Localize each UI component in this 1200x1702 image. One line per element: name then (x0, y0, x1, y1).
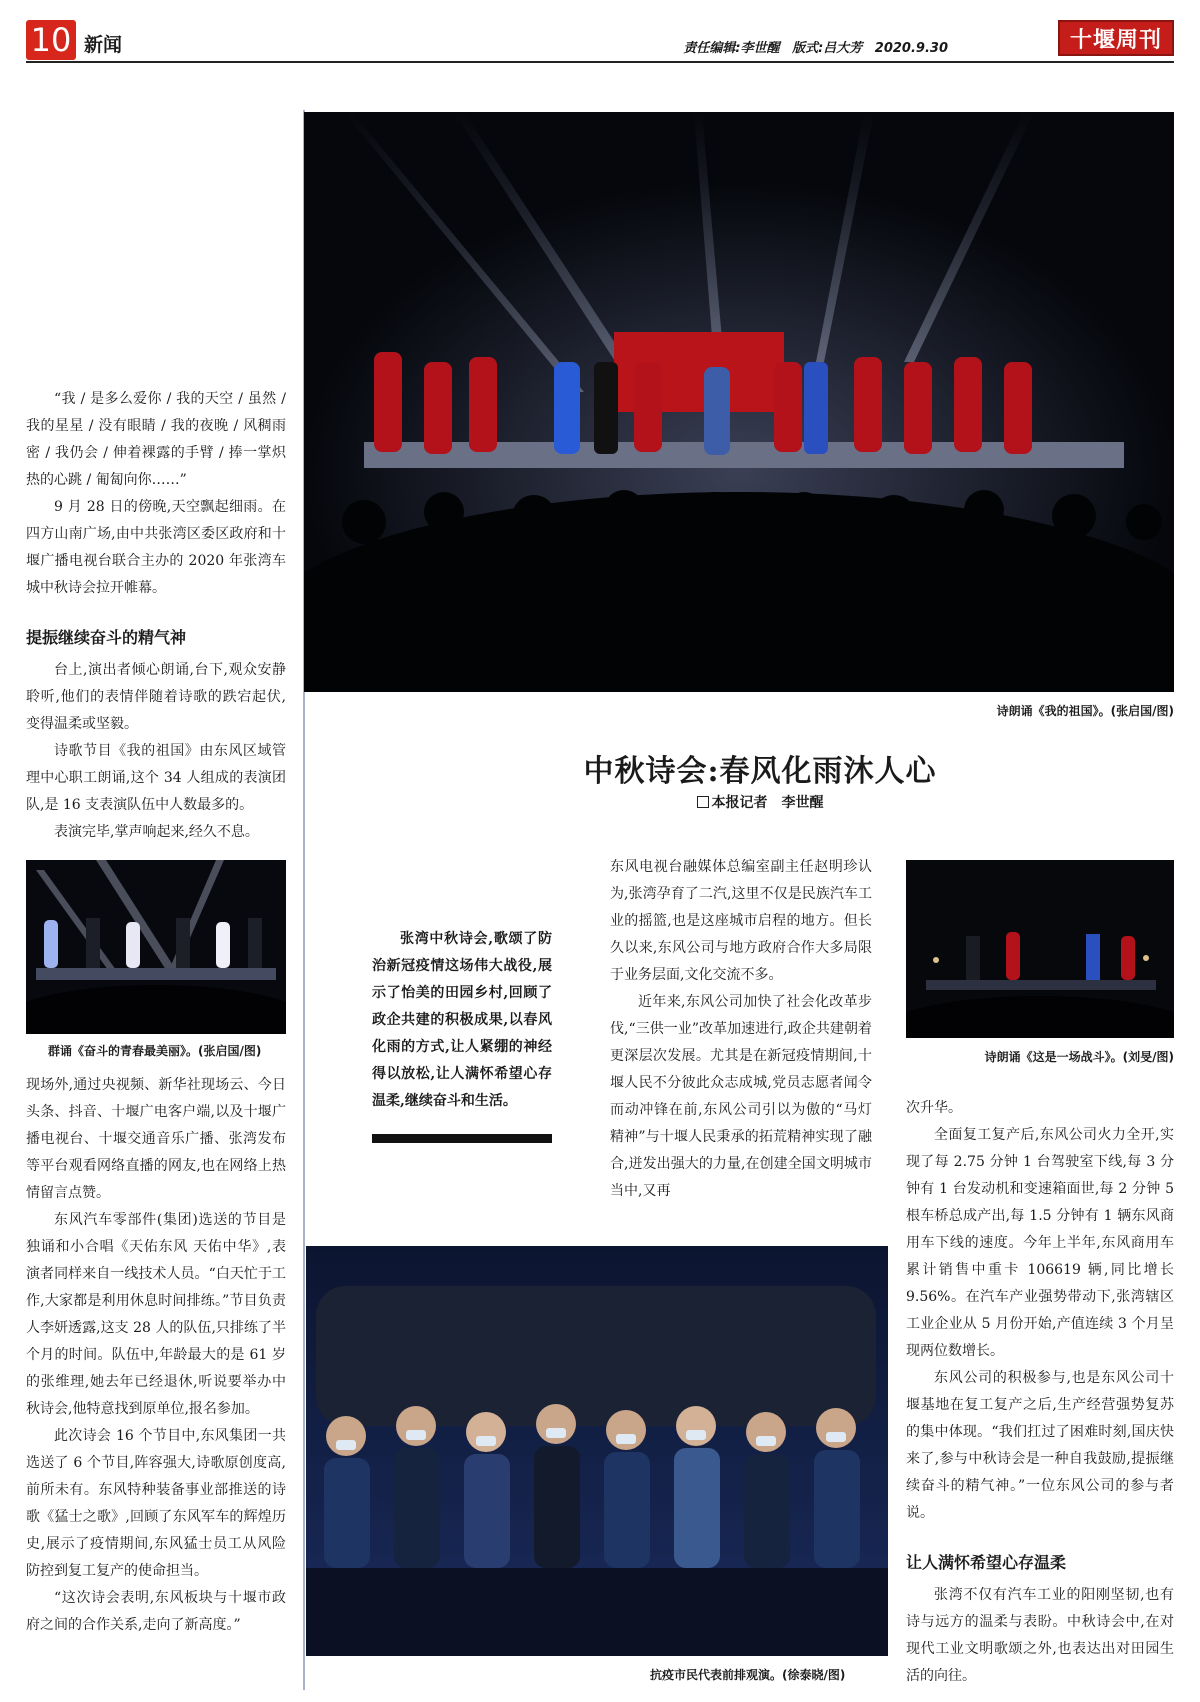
paragraph: 全面复工复产后,东风公司火力全开,实现了每 2.75 分钟 1 台驾驶室下线,每 3 分钟有 1 台发动机和变速箱面世,每 2 分钟 5 根车桥总成产出,每 1.5 分钟有 1 辆东风商用车下线的速度。今年上半年,东风商用车累计销售中重卡 106619 辆,同比增长 9.56%。在汽车产业强势带动下,张湾辖区工业企业从 5 月份开始,产值连续 3 个月呈现两位数增长。 (906, 1127, 1174, 1359)
left-photo-caption: 群诵《奋斗的青春最美丽》。(张启国/图) (48, 1044, 262, 1058)
pull-quote (372, 926, 552, 1115)
right-column (906, 1095, 1174, 1690)
intro-quote: “我 / 是多么爱你 / 我的天空 / 虽然 / 我的星星 / 没有眼睛 / 我的夜晚 / 风稠雨密 / 我仍会 / 伸着裸露的手臂 / 捧一掌炽热的心跳 / 匍匐向你……” (26, 391, 286, 488)
middle-column (610, 854, 872, 1205)
byline-box-icon (697, 796, 709, 808)
paragraph: 张湾不仅有汽车工业的阳刚坚韧,也有诗与远方的温柔与表盼。中秋诗会中,在对现代工业文明歌颂之外,也表达出对田园生活的向往。 (906, 1587, 1174, 1684)
left-column-top (26, 386, 286, 846)
paragraph: 近年来,东风公司加快了社会化改革步伐,“三供一业”改革加速进行,政企共建朝着更深层次发展。尤其是在新冠疫情期间,十堰人民不分彼此众志成城,党员志愿者闻令而动冲锋在前,东风公司引以为傲的“马灯精神”与十堰人民秉承的拓荒精神实现了融合,迸发出强大的力量,在创建全国文明城市当中,又再 (610, 994, 872, 1199)
bottom-photo-caption: 抗疫市民代表前排观演。(徐泰晓/图) (650, 1668, 846, 1682)
left-photo (26, 860, 286, 1034)
page-number: 10 (26, 20, 76, 60)
layout-name: 版式:吕大芳 (792, 41, 863, 56)
paragraph: 此次诗会 16 个节目中,东风集团一共选送了 6 个节目,阵容强大,诗歌原创度高,前所未有。东风特种装备事业部推送的诗歌《猛士之歌》,回顾了东风军车的辉煌历史,展示了疫情期间,东风猛士员工从风险防控到复工复产的使命担当。 (26, 1428, 286, 1579)
right-photo (906, 860, 1174, 1038)
byline-name: 李世醒 (781, 795, 824, 811)
header-rule (26, 61, 1174, 63)
paragraph: 东风公司的积极参与,也是东风公司十堰基地在复工复产之后,生产经营强势复苏的集中体现。“我们扛过了困难时刻,国庆快来了,参与中秋诗会是一种自我鼓励,提振继续奋斗的精气神。”一位东风公司的参与者说。 (906, 1370, 1174, 1521)
editor-name: 责任编辑:李世醒 (683, 41, 780, 56)
pull-quote-text: 张湾中秋诗会,歌颂了防治新冠疫情这场伟大战役,展示了怡美的田园乡村,回顾了政企共建的积极成果,以春风化雨的方式,让人紧绷的神经得以放松,让人满怀希望心存温柔,继续奋斗和生活。 (372, 931, 552, 1109)
subhead: 提振继续奋斗的精气神 (26, 628, 187, 647)
paragraph: “这次诗会表明,东风板块与十堰市政府之间的合作关系,走向了新高度。” (26, 1590, 286, 1633)
main-photo (304, 112, 1174, 692)
pull-quote-bar (372, 1134, 552, 1143)
paragraph: 现场外,通过央视频、新华社现场云、今日头条、抖音、十堰广电客户端,以及十堰广播电视台、十堰交通音乐广播、张湾发布等平台观看网络直播的网友,也在网络上热情留言点赞。 (26, 1077, 286, 1201)
main-photo-caption: 诗朗诵《我的祖国》。(张启国/图) (996, 704, 1174, 718)
article-title: 中秋诗会:春风化雨沐人心 (583, 754, 937, 789)
editor-credits (675, 37, 948, 56)
byline-label: 本报记者 (711, 795, 768, 811)
section-name: 新闻 (84, 34, 123, 56)
byline (560, 792, 960, 812)
right-photo-caption: 诗朗诵《这是一场战斗》。(刘旻/图) (984, 1050, 1174, 1064)
paragraph: 东风电视台融媒体总编室副主任赵明珍认为,张湾孕育了二汽,这里不仅是民族汽车工业的摇篮,也是这座城市启程的地方。但长久以来,东风公司与地方政府合作大多局限于业务层面,文化交流不多。 (610, 859, 872, 983)
issue-date: 2020.9.30 (874, 41, 948, 56)
paragraph: 东风汽车零部件(集团)选送的节目是独诵和小合唱《天佑东风 天佑中华》,表演者同样来自一线技术人员。“白天忙于工作,大家都是利用休息时间排练。”节目负责人李妍透露,这支 28 人的队伍,只排练了半个月的时间。队伍中,年龄最大的是 61 岁的张维理,她去年已经退休,听说要举办中秋诗会,他特意找到原单位,报名参加。 (26, 1212, 286, 1417)
bottom-photo (306, 1246, 888, 1656)
left-column-bottom (26, 1072, 286, 1639)
paragraph: 次升华。 (906, 1100, 962, 1116)
masthead-logo: 十堰周刊 (1058, 20, 1174, 56)
paragraph: 台上,演出者倾心朗诵,台下,观众安静聆听,他们的表情伴随着诗歌的跌宕起伏,变得温柔或坚毅。 (26, 662, 286, 732)
paragraph: 诗歌节目《我的祖国》由东风区域管理中心职工朗诵,这个 34 人组成的表演团队,是 16 支表演队伍中人数最多的。 (26, 743, 286, 813)
paragraph: 9 月 28 日的傍晚,天空飘起细雨。在四方山南广场,由中共张湾区委区政府和十堰广播电视台联合主办的 2020 年张湾车城中秋诗会拉开帷幕。 (26, 499, 286, 596)
paragraph: 表演完毕,掌声响起来,经久不息。 (54, 824, 259, 840)
subhead: 让人满怀希望心存温柔 (906, 1553, 1067, 1572)
